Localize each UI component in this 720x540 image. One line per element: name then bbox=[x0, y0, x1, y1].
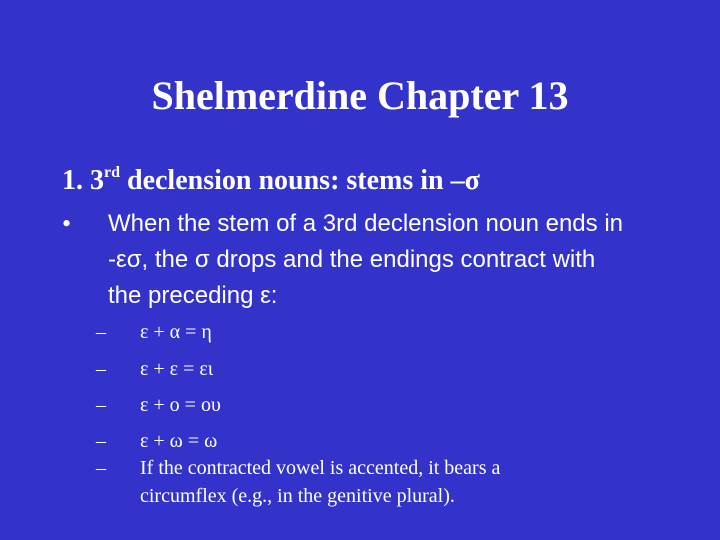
bullet-paragraph bbox=[108, 206, 668, 314]
dash-icon: – bbox=[96, 457, 106, 479]
contraction-rule: ε + ο = ου bbox=[140, 394, 221, 416]
note-line: If the contracted vowel is accented, it bears a bbox=[140, 457, 501, 479]
heading-prefix: 1. 3 bbox=[62, 165, 104, 196]
slide-title: Shelmerdine Chapter 13 bbox=[151, 73, 569, 118]
contraction-rule: ε + ε = ει bbox=[140, 358, 214, 380]
bullet-line: -εσ, the σ drops and the endings contract with bbox=[108, 246, 596, 273]
contraction-rule: ε + ω = ω bbox=[140, 430, 218, 452]
heading-suffix: declension nouns: stems in –σ bbox=[120, 165, 480, 196]
section-heading bbox=[62, 164, 480, 198]
bullet-line: the preceding ε: bbox=[108, 282, 278, 309]
note-line: circumflex (e.g., in the genitive plural). bbox=[140, 485, 455, 507]
bullet-line: When the stem of a 3rd declension noun ends in bbox=[108, 210, 623, 237]
dash-icon: – bbox=[96, 430, 106, 452]
list-item-note bbox=[96, 454, 696, 514]
dash-icon: – bbox=[96, 321, 106, 343]
dash-icon: – bbox=[96, 394, 106, 416]
heading-superscript: rd bbox=[104, 164, 120, 181]
contraction-rule: ε + α = η bbox=[140, 321, 212, 343]
bullet-icon: • bbox=[62, 209, 72, 238]
dash-icon: – bbox=[96, 358, 106, 380]
accent-note bbox=[140, 454, 680, 510]
